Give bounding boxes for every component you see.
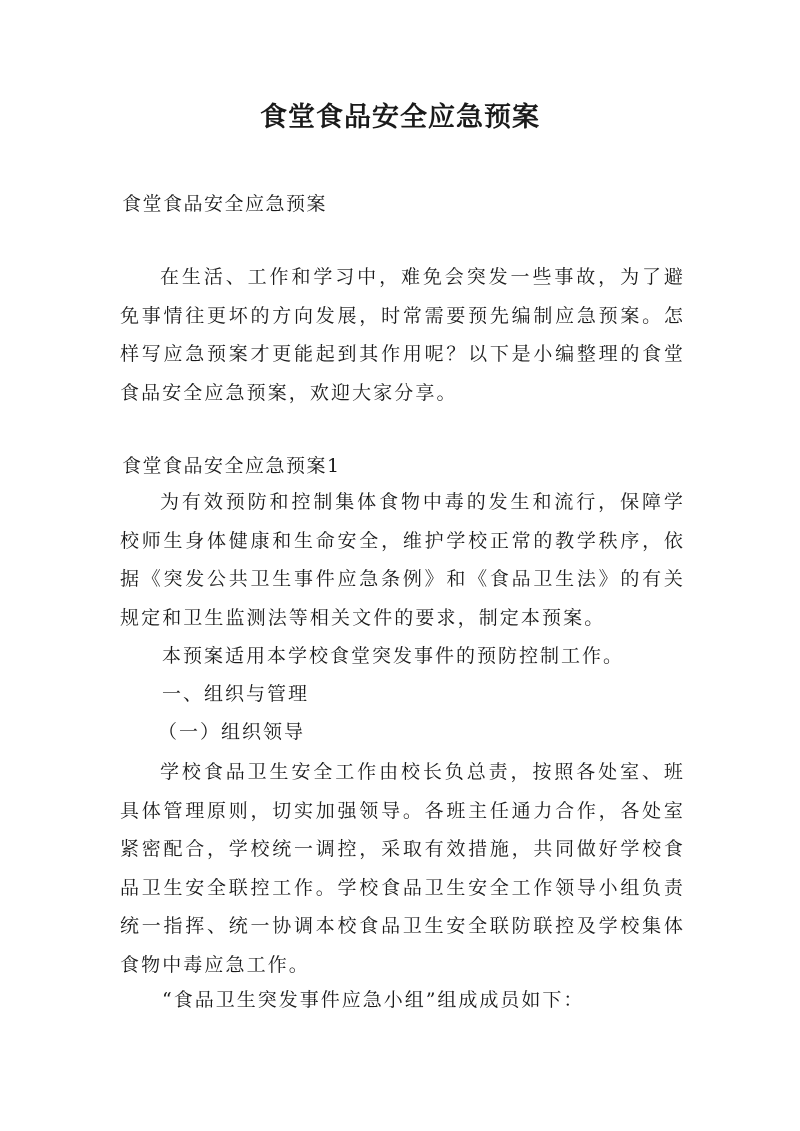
section1-paragraph-purpose: 为有效预防和控制集体食物中毒的发生和流行，保障学校师生身体健康和生命安全，维护学校正常的教学秩序，依据《突发公共卫生事件应急条例》和《食品卫生法》的有关规定和卫生监测法等相关文件的要求，制定本预案。: [120, 491, 685, 629]
document-title: 食堂食品安全应急预案: [260, 102, 540, 133]
heading-leadership: （一）组织领导: [158, 721, 306, 743]
section1-paragraph-members: “食品卫生突发事件应急小组”组成成员如下：: [162, 989, 585, 1011]
intro-paragraph: 在生活、工作和学习中，难免会突发一些事故，为了避免事情往更坏的方向发展，时常需要预先编制应急预案。怎样写应急预案才更能起到其作用呢？以下是小编整理的食堂食品安全应急预案，欢迎大家分享。: [120, 266, 685, 404]
heading-organization: 一、组织与管理: [162, 683, 310, 705]
section-heading-1: 食堂食品安全应急预案1: [122, 455, 341, 477]
document-subtitle: 食堂食品安全应急预案: [122, 193, 328, 215]
section1-paragraph-scope: 本预案适用本学校食堂突发事件的预防控制工作。: [162, 645, 625, 667]
section1-paragraph-leadership: 学校食品卫生安全工作由校长负总责，按照各处室、班具体管理原则，切实加强领导。各班主任通力合作，各处室紧密配合，学校统一调控，采取有效措施，共同做好学校食品卫生安全联控工作。学校食品卫生安全工作领导小组负责统一指挥、统一协调本校食品卫生安全联防联控及学校集体食物中毒应急工作。: [120, 761, 685, 976]
